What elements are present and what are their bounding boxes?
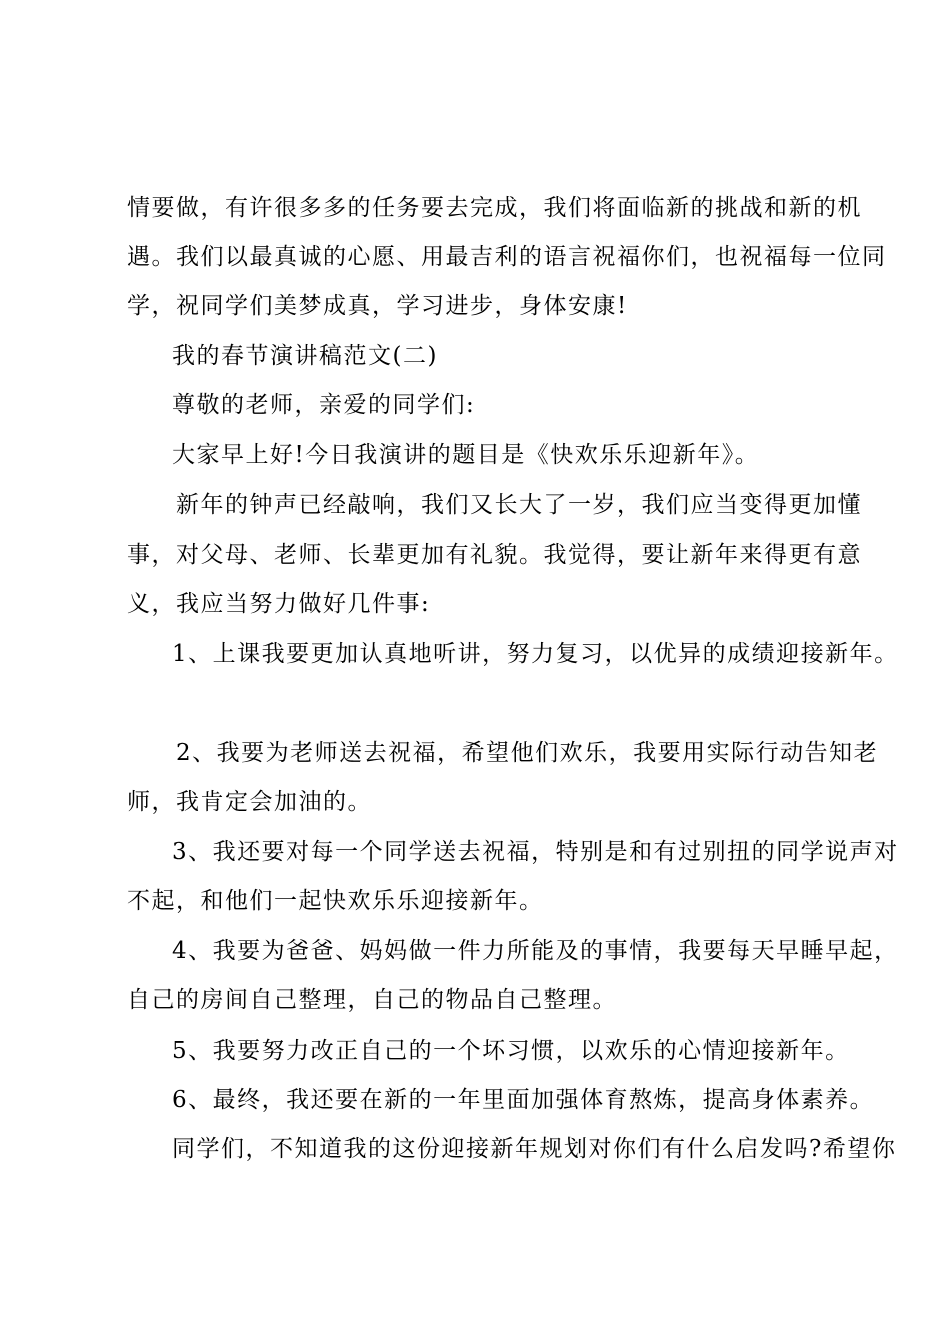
text-line: 学，祝同学们美梦成真，学习进步，身体安康!: [127, 293, 628, 319]
salutation: 尊敬的老师，亲爱的同学们:: [172, 392, 476, 418]
text-line: 情要做，有许很多多的任务要去完成，我们将面临新的挑战和新的机: [127, 195, 862, 221]
text-line: 义，我应当努力做好几件事:: [127, 591, 431, 617]
list-item: 1、上课我要更加认真地听讲，努力复习，以优异的成绩迎接新年。: [172, 641, 899, 667]
text-line: 新年的钟声已经敲响，我们又长大了一岁，我们应当变得更加懂: [176, 492, 862, 518]
list-item: 4、我要为爸爸、妈妈做一件力所能及的事情，我要每天早睡早起，: [172, 938, 899, 964]
text-line: 师，我肯定会加油的。: [127, 789, 372, 815]
text-line: 遇。我们以最真诚的心愿、用最吉利的语言祝福你们，也祝福每一位同: [127, 244, 887, 270]
text-line: 同学们，不知道我的这份迎接新年规划对你们有什么启发吗?希望你: [172, 1136, 897, 1162]
text-line: 不起，和他们一起快欢乐乐迎接新年。: [127, 888, 544, 914]
list-item: 6、最终，我还要在新的一年里面加强体育熬炼，提高身体素养。: [172, 1087, 875, 1113]
list-item: 2、我要为老师送去祝福，希望他们欢乐，我要用实际行动告知老: [176, 740, 879, 766]
list-item: 3、我还要对每一个同学送去祝福，特别是和有过别扭的同学说声对: [172, 839, 899, 865]
text-line: 自己的房间自己整理，自己的物品自己整理。: [127, 987, 617, 1013]
text-line: 大家早上好!今日我演讲的题目是《快欢乐乐迎新年》。: [172, 442, 760, 468]
list-item: 5、我要努力改正自己的一个坏习惯，以欢乐的心情迎接新年。: [172, 1038, 850, 1064]
section-heading: 我的春节演讲稿范文(二): [172, 343, 438, 369]
text-line: 事，对父母、老师、长辈更加有礼貌。我觉得，要让新年来得更有意: [127, 542, 862, 568]
